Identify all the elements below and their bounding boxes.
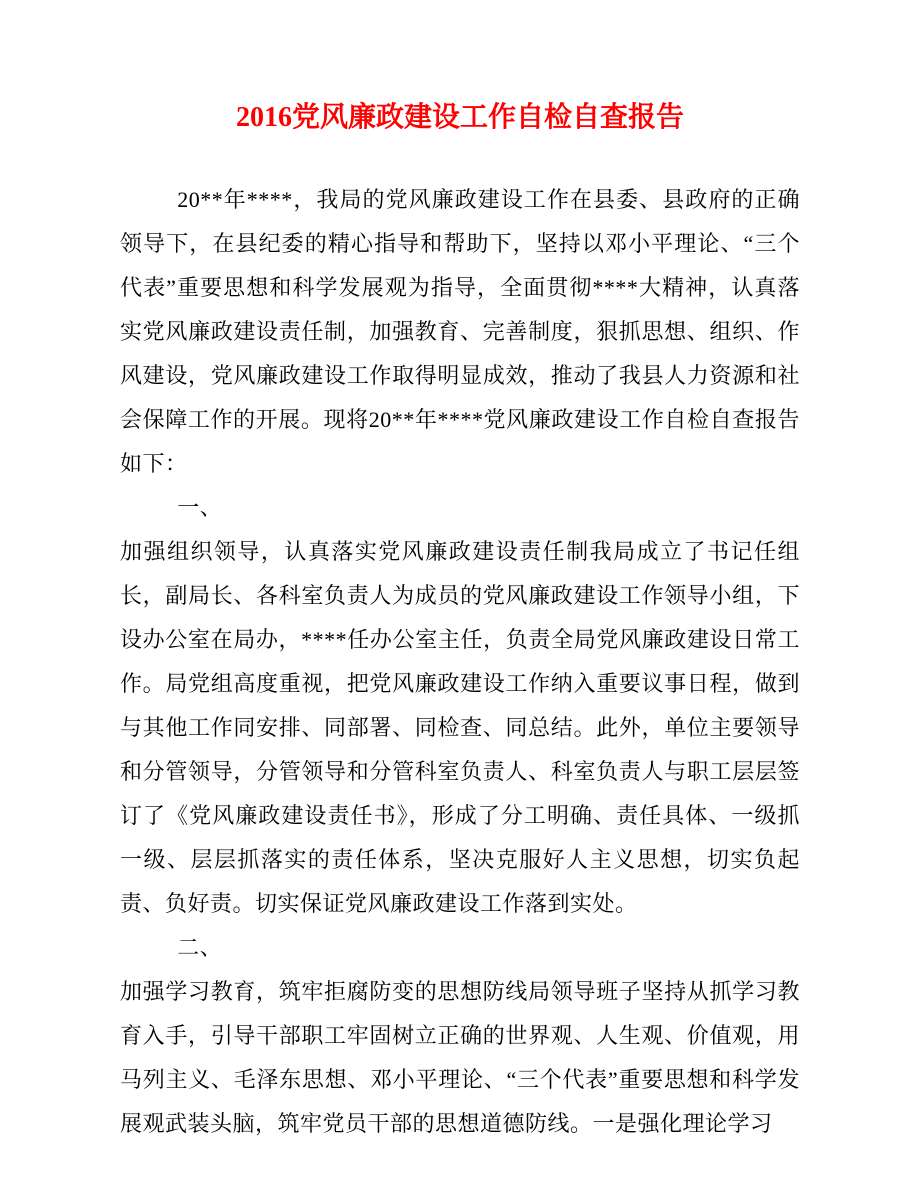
paragraph-section-two: 加强学习教育，筑牢拒腐防变的思想防线局领导班子坚持从抓学习教育入手，引导干部职工牢固树立正确的世界观、人生观、价值观，用马列主义、毛泽东思想、邓小平理论、“三个代表”重要思想和科学发展观武装头脑，筑牢党员干部的思想道德防线。一是强化理论学习 bbox=[120, 979, 800, 1137]
document-title: 2016党风廉政建设工作自检自查报告 bbox=[235, 102, 684, 133]
paragraph-intro: 20**年****，我局的党风廉政建设工作在县委、县政府的正确领导下，在县纪委的精心指导和帮助下，坚持以邓小平理论、“三个代表”重要思想和科学发展观为指导，全面贯彻****大精神，认真落实党风廉政建设责任制，加强教育、完善制度，狠抓思想、组织、作风建设，党风廉政建设工作取得明显成效，推动了我县人力资源和社会保障工作的开展。现将20**年****党风廉政建设工作自检自查报告如下： bbox=[120, 187, 800, 477]
paragraph-section-one: 加强组织领导，认真落实党风廉政建设责任制我局成立了书记任组长，副局长、各科室负责人为成员的党风廉政建设工作领导小组，下设办公室在局办，****任办公室主任，负责全局党风廉政建设日常工作。局党组高度重视，把党风廉政建设工作纳入重要议事日程，做到与其他工作同安排、同部署、同检查、同总结。此外，单位主要领导和分管领导，分管领导和分管科室负责人、科室负责人与职工层层签订了《党风廉政建设责任书》，形成了分工明确、责任具体、一级抓一级、层层抓落实的责任体系，坚决克服好人主义思想，切实负起责、负好责。切实保证党风廉政建设工作落到实处。 bbox=[120, 539, 800, 917]
section-heading-one: 一、 bbox=[177, 495, 223, 521]
section-heading-two: 二、 bbox=[177, 935, 223, 961]
